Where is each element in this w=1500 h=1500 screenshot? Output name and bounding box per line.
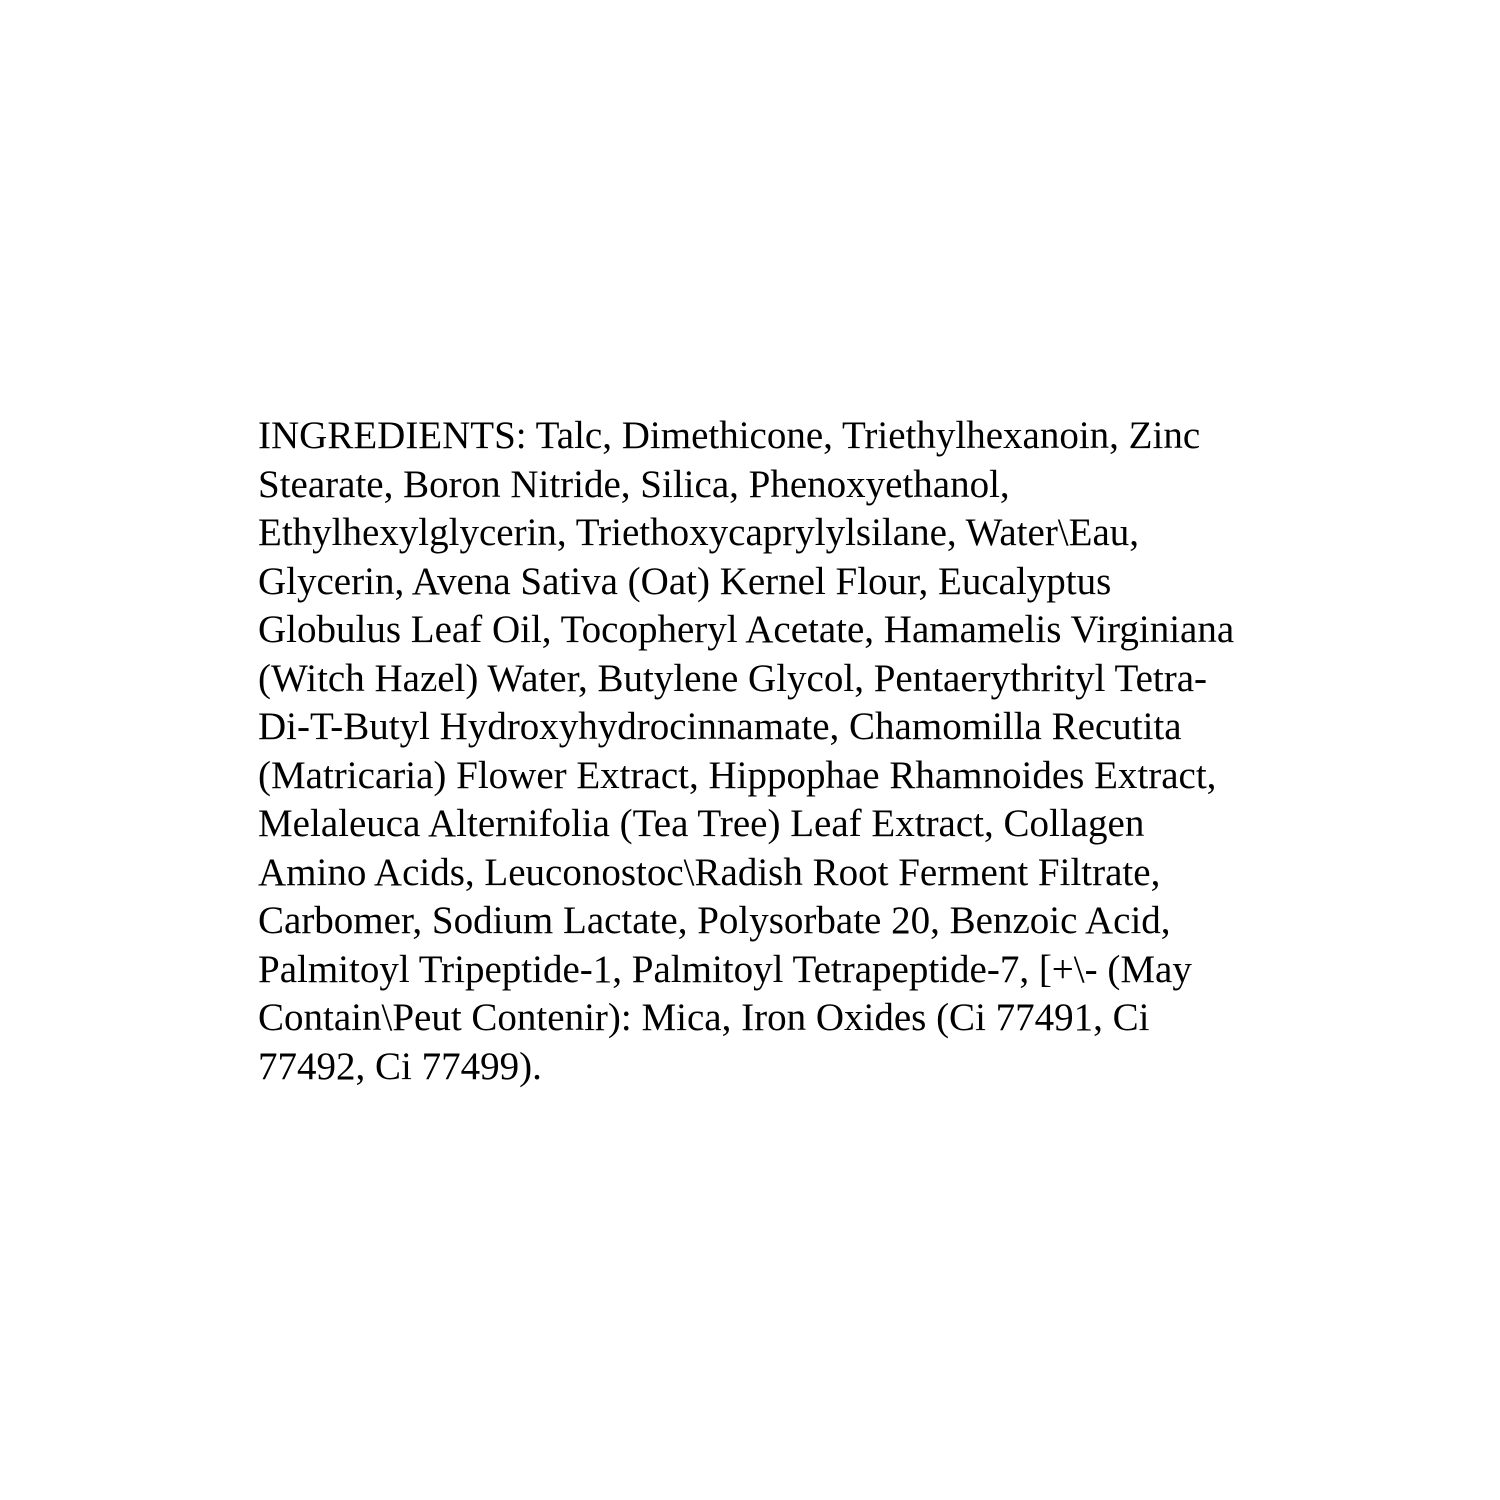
text-line: Glycerin, Avena Sativa (Oat) Kernel Flour, Eucalyptus [258, 559, 1112, 603]
text-line: Melaleuca Alternifolia (Tea Tree) Leaf Extract, Collagen [258, 802, 1145, 845]
text-line: (Witch Hazel) Water, Butylene Glycol, Pentaerythrityl Tetra- [258, 656, 1208, 700]
text-line: 77492, Ci 77499). [258, 1044, 542, 1088]
text-line: (Matricaria) Flower Extract, Hippophae Rhamnoides Extract, [258, 753, 1217, 797]
text-line: Contain\Peut Contenir): Mica, Iron Oxides (Ci 77491, Ci [258, 996, 1150, 1039]
ingredients-text-block [258, 412, 1288, 1091]
text-line: Amino Acids, Leuconostoc\Radish Root Ferment Filtrate, [258, 850, 1161, 894]
text-line: Palmitoyl Tripeptide-1, Palmitoyl Tetrapeptide-7, [+\- (May [258, 947, 1192, 991]
text-line: Di-T-Butyl Hydroxyhydrocinnamate, Chamomilla Recutita [258, 705, 1182, 748]
text-line: Carbomer, Sodium Lactate, Polysorbate 20, Benzoic Acid, [258, 899, 1171, 942]
text-line: Globulus Leaf Oil, Tocopheryl Acetate, Hamamelis Virginiana [258, 608, 1235, 651]
text-line: Ethylhexylglycerin, Triethoxycaprylylsilane, Water\Eau, [258, 511, 1140, 554]
text-line: Stearate, Boron Nitride, Silica, Phenoxyethanol, [258, 462, 1010, 506]
text-line: INGREDIENTS: Talc, Dimethicone, Triethylhexanoin, Zinc [258, 414, 1201, 457]
